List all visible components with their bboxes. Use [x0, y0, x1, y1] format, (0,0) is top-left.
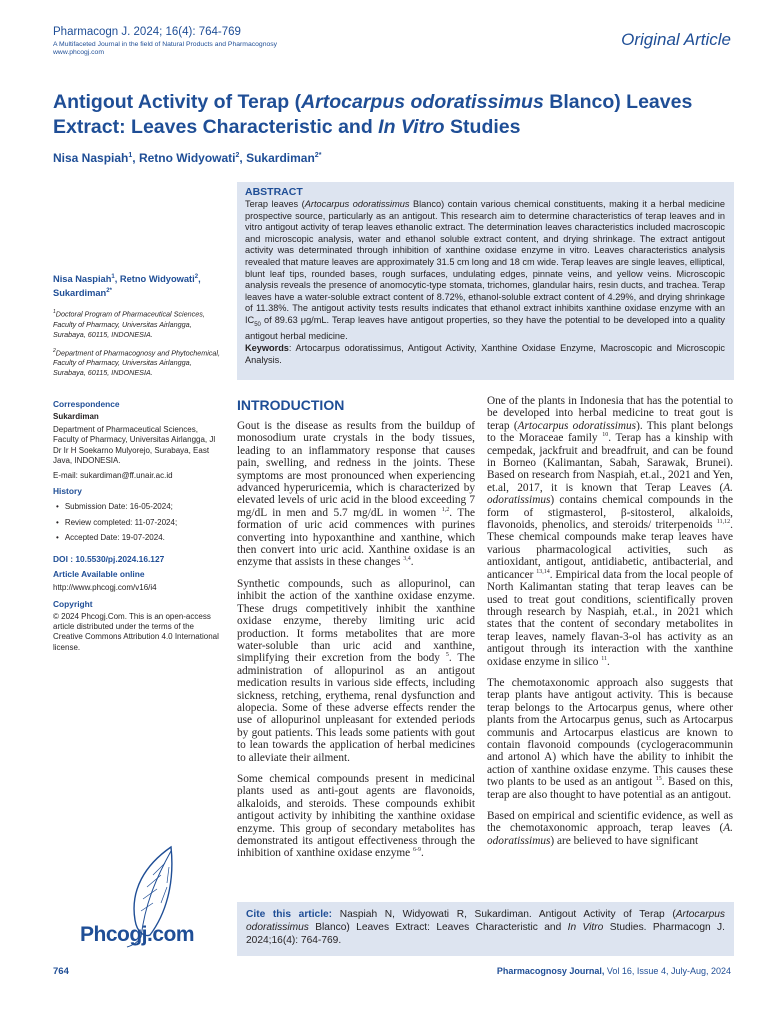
text: . These chemical compounds make terap leaves have various pharmacological activities, such as antioxidant, antigout, antidiabetic, antibacterial, and anticancer	[487, 519, 733, 581]
text: The chemotaxonomic approach also suggests that terap plants have antigout activity. This is because terap belongs to the Artocarpus genus, where other plants from the Artocarpus genus, such as Artocarpus communis and Artocarpus elasticus are known to contain flavonoid compounds (cyclogeracommunin and artonol A) which have the ability to inhibit the action of xanthine oxidase enzyme. This causes these two plants to be used as an antigout	[487, 676, 733, 789]
cite-invitro: In Vitro	[567, 922, 604, 934]
abstract-box	[237, 182, 734, 380]
history-item: • Submission Date: 16-05-2024;	[53, 499, 225, 515]
footer-issue: Vol 16, Issue 4, July-Aug, 2024	[604, 966, 731, 976]
text: Gout is the disease as results from the buildup of monosodium urate crystals in the body tissues, leading to an inflammatory response that causes pain, swelling, and redness in the joints. These symptoms are most pronounced when experiencing advanced hyperuricemia, which is characterized by elevated levels of uric acid in the blood exceeding 7 mg/dL in men and 5.7 mg/dL in women	[237, 420, 475, 519]
correspondence-email[interactable]: E-mail: sukardiman@ff.unair.ac.id	[53, 471, 173, 481]
corresponding-marker: *	[109, 287, 112, 294]
cite-text: Naspiah N, Widyowati R, Sukardiman. Antigout Activity of Terap (	[332, 909, 676, 920]
reference[interactable]: 3,4	[403, 556, 411, 563]
title-text: Studies	[444, 116, 521, 138]
reference[interactable]: 1,2	[441, 507, 450, 514]
corresponding-marker: *	[318, 152, 322, 159]
reference[interactable]: 10	[602, 432, 609, 439]
introduction-heading: INTRODUCTION	[237, 397, 345, 413]
affiliation-marker: 1	[111, 274, 115, 280]
text: . Terap has a kinship with cempedak, jackfruit and breadfruit, and can be found in Borneo (Kalimantan, Sabah, Sarawak, Brunei). Based on research from Naspiah, et.al., 2021 and Yen, et.al, 2017, it is known that Terap Leaves (	[487, 432, 734, 494]
footer-journal	[497, 966, 731, 976]
history-list	[53, 499, 225, 546]
text: ) are believed to have significant	[550, 834, 699, 847]
affiliation-2	[53, 346, 225, 378]
cite-text: Blanco) Leaves Extract: Leaves Characteristic and	[308, 922, 568, 934]
text: ). This plant belongs to the Moraceae family	[487, 419, 734, 445]
journal-website[interactable]: www.phcogj.com	[53, 49, 104, 56]
abstract-heading: ABSTRACT	[245, 186, 303, 198]
sidebar-correspondence	[53, 399, 225, 653]
cite-box	[237, 902, 734, 956]
text: . Empirical data from the local people of North Kalimantan stating that terap leaves can be used to treat gout conditions, scientifically proven through research by Naspiah, et.al., in 2021 which states that the content of secondary metabolites in terap leaves, namely flavan-3-ol has activity as an antigout through its interaction with the xanthine oxidase enzyme in silico	[487, 568, 733, 668]
column-right	[487, 395, 733, 856]
title-invitro: In Vitro	[378, 116, 445, 138]
author-list	[53, 151, 321, 165]
title-text: Blanco) Leaves Extract: Leaves Characteristic and	[53, 91, 693, 138]
phcogj-logo	[75, 845, 205, 955]
affiliation-marker: 2	[194, 274, 199, 280]
available-label: Article Available online	[53, 568, 145, 579]
correspondence-label: Correspondence	[53, 399, 120, 409]
paragraph	[487, 395, 733, 668]
affiliation-1	[53, 307, 225, 339]
sidebar-author: Nisa Naspiah	[53, 274, 112, 285]
text: . The administration of allopurinol as an antigout medication results in various side effects, including sickness, retching, erythema, renal dysfunction and alopecia. Some of these adverse effects render the use of allopurinol unpleasant for extended periods by gout patients. This leads some patients with gout to lean towards the application of herbal medicines to alleviate their ailment.	[237, 652, 475, 764]
title-species: Artocarpus odoratissimus	[301, 91, 544, 113]
journal-tagline: A Multifaceted Journal in the field of Natural Products and Pharmacognosy	[53, 41, 278, 48]
abstract-species: Artocarpus odoratissimus	[304, 199, 410, 209]
copyright-text: © 2024 Phcogj.Com. This is an open-access article distributed under the terms of the Creative Commons Attribution 4.0 International license.	[53, 611, 219, 652]
cite-text: Studies. Pharmacogn J. 2024;16(4): 764-769.	[246, 922, 725, 947]
paragraph	[237, 578, 475, 764]
sidebar-author: , Retno Widyowati	[114, 274, 195, 285]
text: .	[410, 556, 414, 569]
keywords-list: : Artocarpus odoratissimus, Antigout Activity, Xanthine Oxidase Enzyme, Macroscopic and Microscopic Analysis.	[245, 342, 725, 365]
text: .	[606, 655, 610, 668]
author-name: Nisa Naspiah	[53, 151, 129, 165]
copyright-label: Copyright	[53, 598, 93, 609]
page-number: 764	[53, 966, 69, 977]
logo-text: Phcogj.com	[80, 923, 195, 946]
reference[interactable]: 15	[655, 776, 662, 783]
history-label: History	[53, 486, 82, 497]
affiliation-number: 2	[314, 152, 319, 159]
article-type: Original Article	[621, 30, 731, 49]
abstract-text	[245, 199, 725, 343]
affiliation-text: Department of Pharmacognosy and Phytochemical, Faculty of Pharmacy, Universitas Airlangga, Surabaya, 60115, INDONESIA.	[53, 347, 220, 377]
reference[interactable]: 11	[601, 655, 607, 662]
article-title	[53, 90, 733, 140]
affiliation-marker	[106, 288, 112, 294]
species: Artocarpus odoratissimus	[517, 419, 637, 432]
abstract-segment: Blanco) contain various chemical constituents, making it a herbal medicine prospective source, particularly as an antigout. This research aim to determine characteristics of terap leaves and in vitro antigout activity of terap leaves ethanolic extract. The determination leaves characteristics included macroscopic and microscopic analysis, water and ethanol soluble extract content, and drying shrinkage. The extract antigout activity was determinated through inhibition of xanthine oxidase enzyme in vitro. Leaves characteristics analysis revealed that mature leaves are approximately 31.5 cm long and 18 cm wide. Terap leaves are single leaves, elliptical, blunt leaf tips, rounded bases, rough surfaces, undulating edges, pinnate veins, and yellow veins. Microscopic analysis reveals the presence of anomocytic-type stomata, trichomes, glandular hairs, resin ducts, and trachea. Terap leaves have a water-soluble extract content of 8.72%, ethanol-soluble extract content of 4.29%, and drying shrinkage of 11.38%. The antigout activity tests results indicates that ethanol extract inhibits xanthine oxidase enzyme with an IC	[245, 199, 726, 325]
doi[interactable]: DOI : 10.5530/pj.2024.16.127	[53, 553, 165, 564]
affiliation-number: 2	[53, 347, 56, 354]
correspondence-address: Department of Pharmaceutical Sciences, Faculty of Pharmacy, Universitas Airlangga, Jl Dr Ir H Soekarno Mulyorejo, Surabaya, East Java, INDONESIA.	[53, 425, 216, 465]
history-item: • Accepted Date: 19-07-2024.	[53, 530, 225, 546]
reference[interactable]: 11,12	[716, 519, 731, 526]
affiliation-number: 1	[53, 309, 56, 316]
species: A. odoratissimus	[487, 822, 733, 847]
keywords-label: Keywords	[245, 342, 289, 353]
text: . The formation of uric acid commences with purines converting into hypoxanthine and xanthine, which then convert into uric acid. Xanthine oxidase is an enzyme that assists in these changes	[237, 506, 475, 569]
affiliation-marker	[315, 152, 322, 159]
text: . Based on this, terap are also thought to have potential as an antigout.	[487, 776, 733, 801]
affiliation-marker: 1	[128, 152, 133, 159]
history-item: • Review completed: 11-07-2024;	[53, 515, 225, 531]
paragraph	[487, 677, 733, 801]
reference[interactable]: 13,14	[536, 568, 550, 575]
cite-label: Cite this article:	[246, 909, 333, 920]
author-name: , Sukardiman	[239, 151, 315, 165]
paragraph	[237, 773, 475, 860]
journal-citation: Pharmacogn J. 2024; 16(4): 764-769	[53, 26, 241, 38]
text: One of the plants in Indonesia that has the potential to be developed into herbal medicine to treat gout is terap (	[487, 395, 733, 432]
affiliation-number: 2	[106, 287, 110, 294]
cite-species: Artocarpus odoratissimus	[246, 909, 726, 934]
column-left	[237, 420, 475, 869]
text: Synthetic compounds, such as allopurinol, can inhibit the action of the xanthine oxidase enzyme. These drugs competitively inhibit the xanthine oxidase enzyme, thereby limiting uric acid production. It forms metabolites that are more water-soluble than uric acid and xanthine, simplifying their excretion from the body	[237, 577, 475, 665]
text: Based on empirical and scientific evidence, as well as the chemotaxonomic approach, terap leaves (	[487, 810, 733, 835]
title-text: Antigout Activity of Terap (	[53, 91, 302, 113]
text: .	[421, 847, 424, 860]
journal-header	[53, 26, 453, 56]
sidebar-authors	[53, 272, 225, 378]
text: ) contains chemical compounds in the form of stigmasterol, β-sitosterol, alkaloids, flavonoids, phenolics, and steroids/ triterpenoids	[487, 494, 733, 532]
reference[interactable]: 6-9	[413, 847, 422, 854]
sidebar-author-names: Nisa Naspiah$^1$, Retno Widyowati$^2$, Sukardiman$^{2*}$	[53, 274, 201, 298]
keywords	[245, 343, 725, 366]
ic-subscript: 50	[254, 321, 261, 328]
sidebar-author: Sukardiman	[53, 287, 107, 298]
correspondence-name: Sukardiman	[53, 412, 99, 421]
reference[interactable]: 5	[445, 652, 449, 659]
author-name: , Retno Widyowati	[132, 151, 236, 165]
affiliation-marker: 2	[235, 152, 240, 159]
paragraph	[237, 420, 475, 569]
paragraph	[487, 810, 733, 847]
footer-journal-name: Pharmacognosy Journal,	[496, 966, 605, 976]
available-url[interactable]: http://www.phcogj.com/v16/i4	[53, 582, 157, 592]
abstract-segment: of 89.63 μg/mL. Terap leaves have antigout properties, so they have the potential to be developed into a quality antigout herbal medicine.	[245, 314, 725, 342]
species: A. odoratissimus	[487, 481, 733, 507]
text: Some chemical compounds present in medicinal plants used as anti-gout agents are flavonoids, alkaloids, and steroids. These compounds exhibit antigout activity by inhibiting the xanthine oxidase enzyme. This group of secondary metabolites has demonstrated its antigout effectiveness through the inhibition of xanthine oxidase enzyme	[237, 772, 475, 860]
affiliation-text: Doctoral Program of Pharmaceutical Sciences, Faculty of Pharmacy, Universitas Airlangga, Surabaya, 60115, INDONESIA.	[53, 309, 205, 339]
abstract-segment: Terap leaves (	[245, 199, 305, 209]
